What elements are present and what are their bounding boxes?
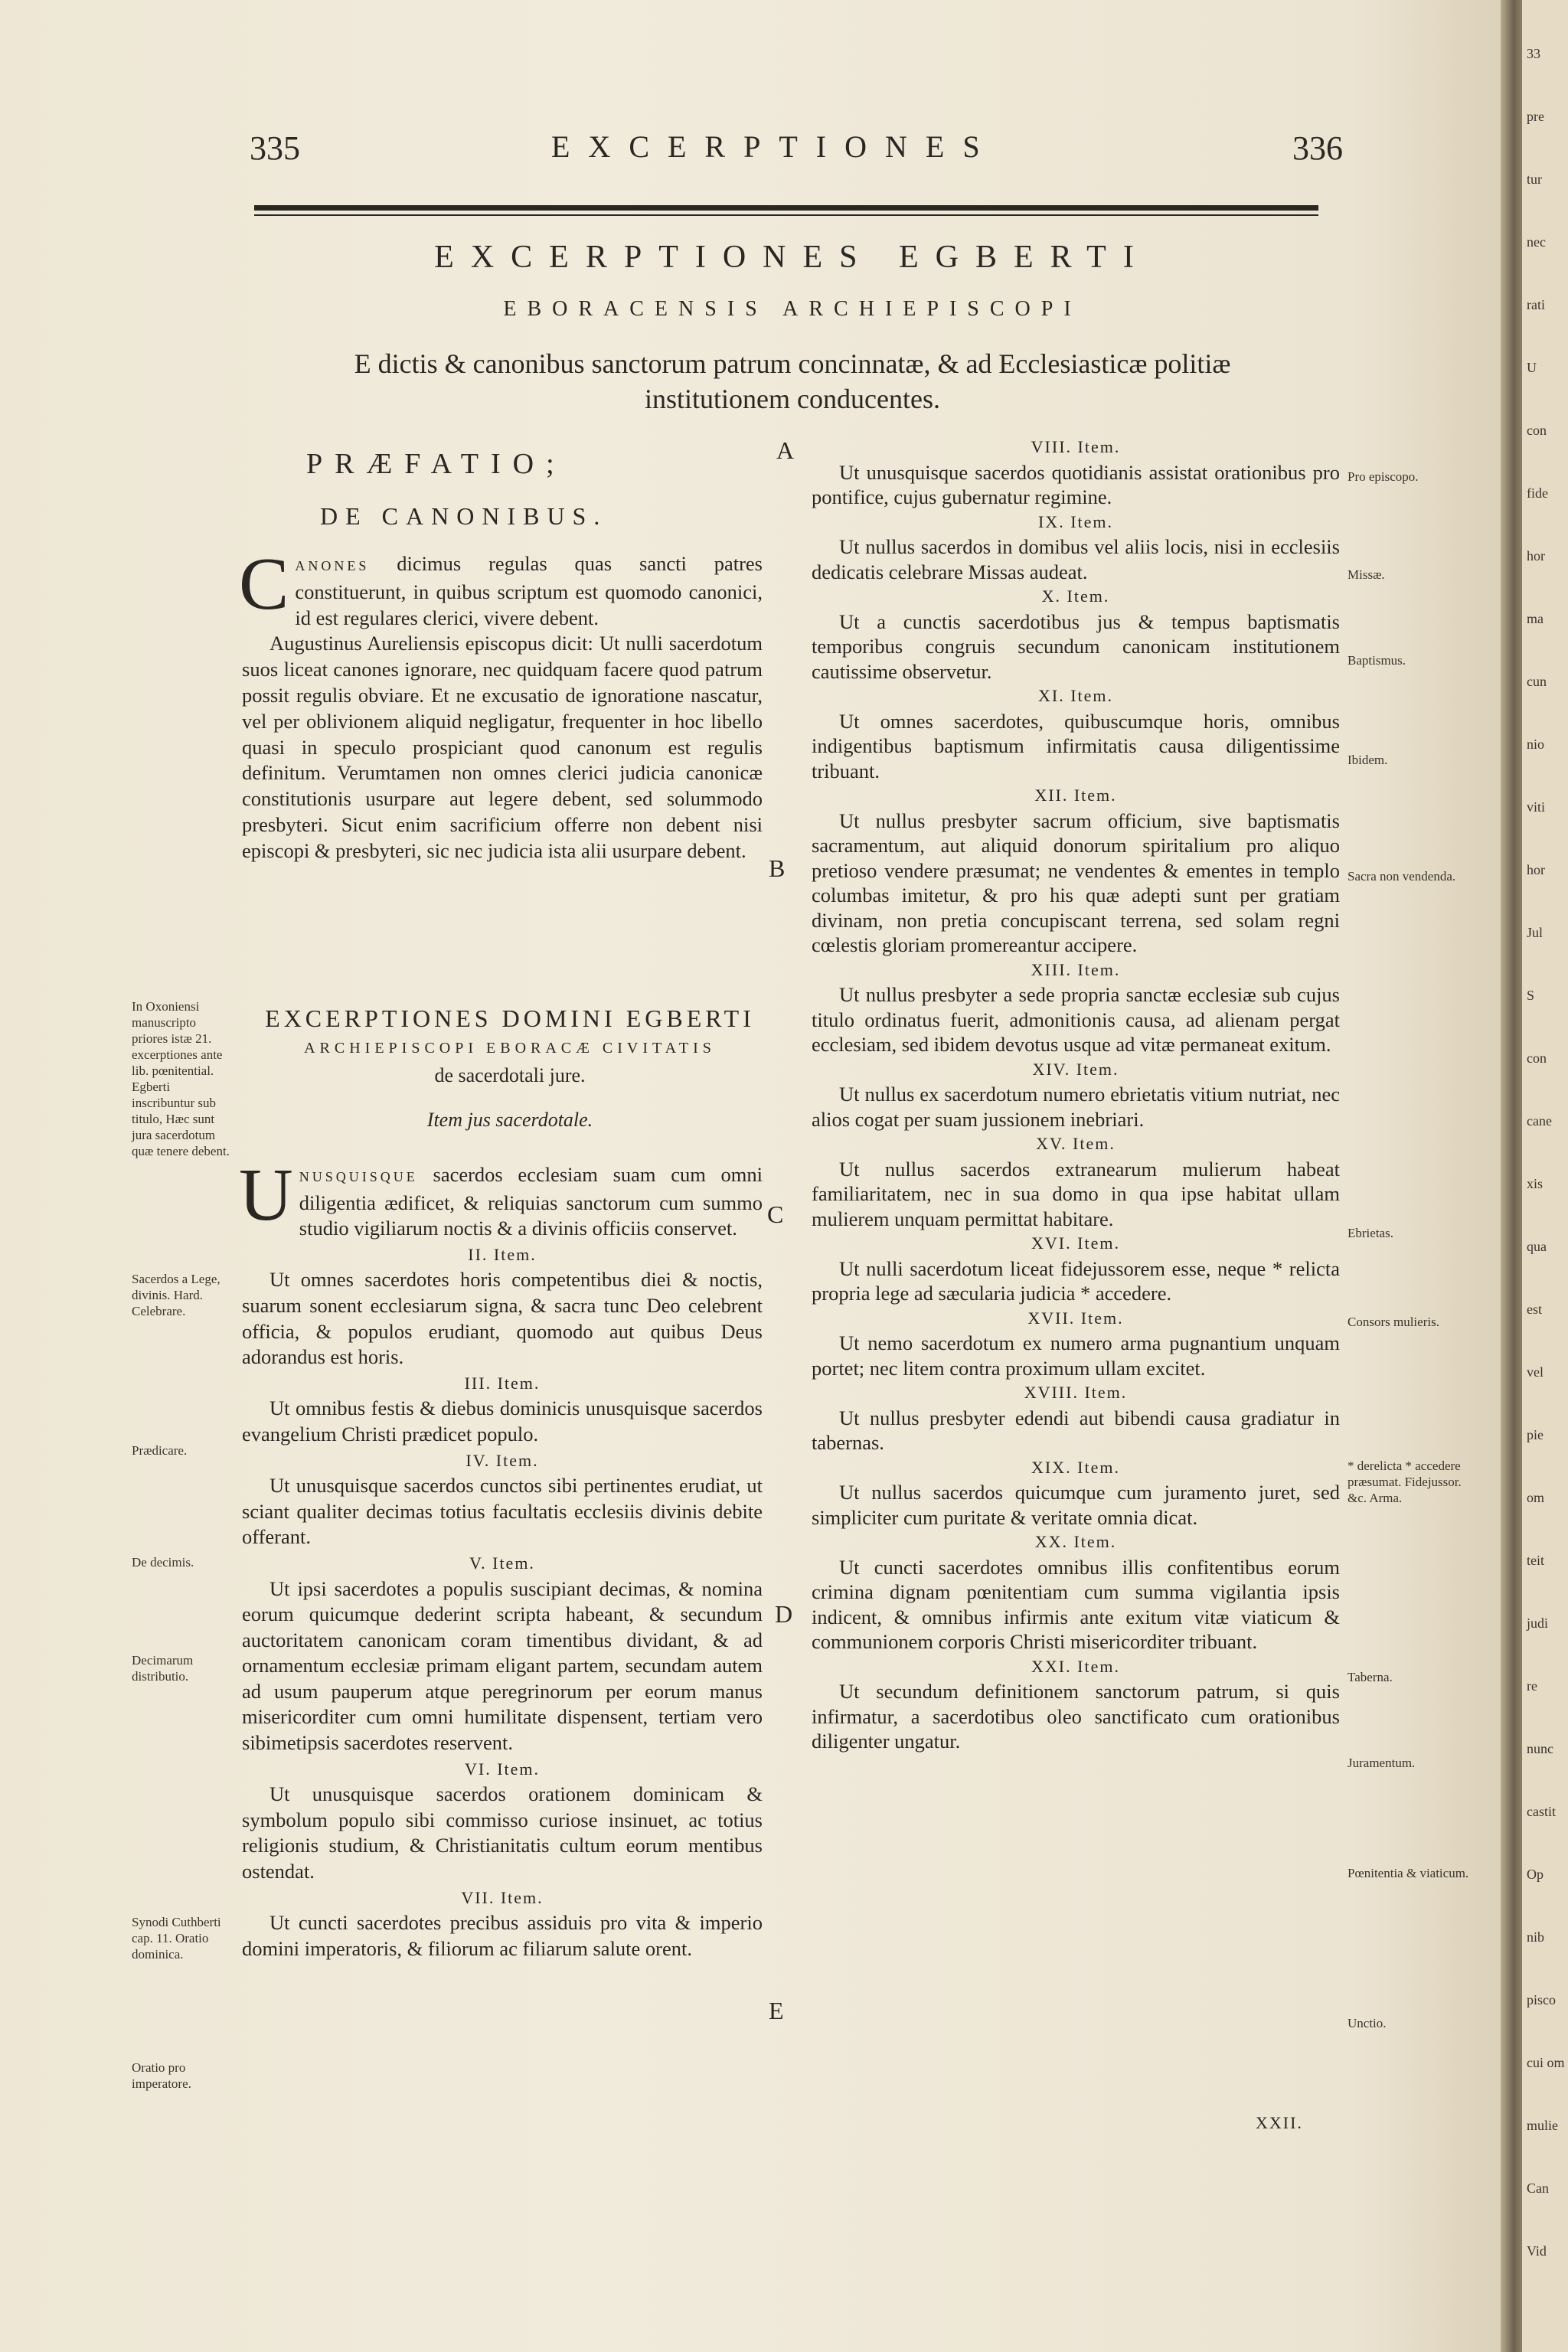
item-text: Ut omnes sacerdotes horis competentibus diei & noctis, suarum sonent ecclesiarum signa, & sacra tunc Deo celebrent officia, & populos erudiant, quomodo aut quibus Deus adorandus est horis.: [242, 1268, 763, 1369]
facing-page-fragment: est: [1527, 1302, 1542, 1317]
margin-letter-c: C: [767, 1200, 784, 1228]
item-text: Ut unusquisque sacerdos orationem dominicam & symbolum populo sibi commisso curiose insinuet, ac totius religionis studium, & Christianitatis cultum eorum mentibus ostendat.: [242, 1782, 763, 1883]
item-text: Ut unusquisque sacerdos quotidianis assistat orationibus pro pontifice, cujus gubernatur regimine.: [812, 460, 1340, 508]
facing-page-fragment: mulie: [1527, 2118, 1558, 2133]
margin-letter-d: D: [775, 1600, 793, 1628]
main-title: EXCERPTIONES EGBERTI: [434, 240, 1151, 275]
item-text: Ut omnes sacerdotes, quibuscumque horis, omnibus indigentibus baptismum infirmitatis causa diligentissime tribuant.: [812, 709, 1340, 782]
item-text: Ut nullus presbyter a sede propria sanctæ ecclesiæ sub cujus titulo ordinatus fuerit, admonitionis causa, ad alienam pergat ecclesiam, sed ibidem devotus usque ad vitæ permaneat exitum.: [812, 983, 1340, 1056]
item-heading: II. Item.: [468, 1244, 537, 1264]
items-left-block: [239, 1154, 763, 1962]
margin-note-unctio: Unctio.: [1348, 2016, 1387, 2030]
facing-page-fragment: pisco: [1527, 1992, 1556, 2007]
margin-note-derelicta: * derelicta * accedere præsumat. Fidejussor. &c. Arma.: [1348, 1459, 1462, 1505]
margin-note-decimarum: Decimarum distributio.: [132, 1653, 194, 1684]
page-number-right: 336: [1292, 129, 1343, 167]
facing-page-fragment: om: [1527, 1490, 1545, 1505]
facing-page-fragment: teit: [1527, 1553, 1544, 1568]
margin-letter-a: A: [776, 436, 795, 464]
item-heading: XII. Item.: [1034, 786, 1117, 805]
running-title: EXCERPTIONES: [551, 129, 998, 164]
margin-note-synodi: Synodi Cuthberti cap. 11. Oratio dominica.: [132, 1915, 221, 1962]
facing-page-fragment: con: [1527, 423, 1547, 438]
item-heading: XI. Item.: [1037, 686, 1114, 705]
facing-page-fragment: nio: [1527, 737, 1545, 752]
facing-page-fragment: hor: [1527, 548, 1545, 564]
item-heading: XIX. Item.: [1031, 1457, 1120, 1477]
item-heading: XV. Item.: [1036, 1134, 1116, 1153]
item-text: Ut nullus sacerdos quicumque cum juramento juret, sed simpliciter cum puritate & veritate omnia dicat.: [812, 1481, 1340, 1529]
item-heading: IX. Item.: [1037, 511, 1114, 531]
facing-page-fragment: pre: [1527, 109, 1544, 124]
margin-note-poenitentia: Pœnitentia & viaticum.: [1348, 1866, 1469, 1880]
margin-note-missae: Missæ.: [1348, 567, 1385, 582]
facing-page-fragment: hor: [1527, 862, 1545, 877]
margin-note-decimis: De decimis.: [132, 1555, 194, 1570]
praefatio-block: [239, 543, 763, 864]
item-heading: VIII. Item.: [1031, 437, 1121, 456]
facing-page-edge: [1522, 0, 1568, 2352]
facing-page-fragment: castit: [1527, 1804, 1556, 1819]
item-heading: XX. Item.: [1034, 1532, 1117, 1551]
margin-note-sacra: Sacra non vendenda.: [1348, 869, 1456, 884]
item-text: Ut nulli sacerdotum liceat fidejussorem esse, neque * relicta propria lege ad sæcularia judicia * accedere.: [812, 1256, 1340, 1305]
item-heading: XXI. Item.: [1031, 1656, 1120, 1676]
margin-note-baptismus: Baptismus.: [1348, 653, 1406, 668]
lead-word: NUSQUISQUE: [299, 1169, 418, 1184]
item-text: Ut unusquisque sacerdos cunctos sibi pertinentes erudiat, ut sciant qualiter decimas totius facultatis ecclesiis divinis debite offerant.: [242, 1474, 763, 1549]
praefatio-heading: PRÆFATIO;: [306, 448, 567, 480]
margin-letter-b: B: [769, 854, 786, 882]
item-heading: IV. Item.: [466, 1450, 539, 1470]
item-text: Ut secundum definitionem sanctorum patrum, si quis infirmatur, a sacerdotibus oleo sanctificato cum orationibus diligenter ungatur.: [812, 1680, 1340, 1753]
facing-page-fragment: cun: [1527, 674, 1547, 689]
margin-note-juramentum: Juramentum.: [1348, 1756, 1416, 1770]
praefatio-text: dicimus regulas quas sancti patres constituerunt, in quibus scriptum est quomodo canonici, id est regulares clerici, vivere debent.: [295, 552, 763, 629]
facing-page-fragment: re: [1527, 1678, 1537, 1694]
facing-page-fragment: viti: [1527, 799, 1546, 815]
item-heading: XVII. Item.: [1027, 1308, 1124, 1328]
title-description: E dictis & canonibus sanctorum patrum concinnatæ, & ad Ecclesiasticæ politiæ institutionem conducentes.: [354, 348, 1231, 414]
item-text: Ut nullus sacerdos in domibus vel aliis locis, nisi in ecclesiis dedicatis celebrare Missas audeat.: [812, 535, 1340, 583]
item-text: Ut nullus sacerdos extranearum mulierum habeat familiaritatem, nec in sua domo in qua ipse habitat ullam mulierem unquam permittat habitare.: [812, 1157, 1340, 1230]
item-jus-heading: Item jus sacerdotale.: [426, 1109, 593, 1131]
de-sacerdotali-heading: de sacerdotali jure.: [434, 1064, 586, 1086]
facing-page-fragment: Vid: [1527, 2243, 1547, 2259]
margin-note-ebrietas: Ebrietas.: [1348, 1226, 1393, 1240]
facing-page-fragment: S: [1527, 988, 1535, 1003]
margin-note-sacerdos: Sacerdos a Lege, divinis. Hard. Celebrare.: [132, 1272, 220, 1318]
item-heading: X. Item.: [1041, 586, 1110, 606]
archiepiscopi-heading: ARCHIEPISCOPI EBORACÆ CIVITATIS: [304, 1040, 716, 1057]
facing-page-fragment: cui om: [1527, 2055, 1565, 2070]
header-rule-thick: [254, 205, 1318, 211]
book-gutter: [1501, 0, 1522, 2352]
facing-page-fragment: 33: [1527, 46, 1540, 61]
item-heading: XIV. Item.: [1032, 1059, 1119, 1079]
facing-page-fragment: nunc: [1527, 1741, 1553, 1756]
item-heading: XVIII. Item.: [1024, 1383, 1128, 1402]
subtitle: EBORACENSIS ARCHIEPISCOPI: [503, 297, 1082, 321]
item-heading: III. Item.: [464, 1373, 541, 1393]
facing-page-fragment: qua: [1527, 1239, 1547, 1254]
facing-page-fragment: tur: [1527, 172, 1542, 187]
catchword: XXII.: [1256, 2113, 1303, 2132]
facing-page-fragment: ma: [1527, 611, 1544, 626]
margin-note-pro-episcopo: Pro episcopo.: [1348, 469, 1419, 484]
facing-page-fragment: vel: [1527, 1364, 1544, 1380]
drop-cap: U: [239, 1154, 293, 1236]
margin-note-consors: Consors mulieris.: [1348, 1315, 1439, 1329]
facing-page-fragment: cane: [1527, 1113, 1552, 1129]
facing-page-fragment: U: [1527, 360, 1537, 375]
items-right-block: [812, 435, 1340, 1754]
item-heading: V. Item.: [469, 1553, 535, 1573]
header-rule-thin: [254, 214, 1318, 216]
margin-note-praedicare: Prædicare.: [132, 1443, 188, 1458]
margin-note-oxoniensi: In Oxoniensi manuscripto priores istæ 21. excerptiones ante lib. pœnitential. Egberti inscribuntur sub titulo, Hæc sunt jura sacerdotum quæ tenere debent.: [132, 999, 230, 1158]
facing-page-fragment: nec: [1527, 234, 1546, 250]
facing-page-fragment: xis: [1527, 1176, 1544, 1191]
item-text: sacerdos ecclesiam suam cum omni diligentia ædificet, & reliquias sanctorum cum summo studio vigiliarum noctis & a divinis officiis conservet.: [299, 1163, 763, 1240]
item-heading: VI. Item.: [464, 1759, 541, 1779]
augustinus-paragraph: Augustinus Aureliensis episcopus dicit: Ut nulli sacerdotum suos liceat canones ignorare, nec quidquam facere quod patrum possit regulis obviare. Et ne excusatio de ignoratione nascatur, vel per oblivionem aliquid negligatur, frequenter in hoc libello quasi in speculo prospiciant quod canonum est regulis definitum. Verumtamen non omnes clerici judicia canonicæ constitutionis usurpare aut legere debent, sed solummodo presbyteri. Sicut enim sacrificium offerre non debent nisi episcopi & presbyteri, sic nec judicia ista alii usurpare debent.: [242, 632, 763, 862]
margin-note-oratio: Oratio pro imperatore.: [132, 2060, 191, 2091]
item-text: Ut nullus ex sacerdotum numero ebrietatis vitium nutriat, nec alios cogat per suam jussionem inebriari.: [812, 1083, 1340, 1131]
facing-page-fragment: fide: [1527, 485, 1548, 501]
facing-page-fragment: con: [1527, 1050, 1547, 1066]
margin-letter-e: E: [769, 1997, 784, 2024]
facing-page-fragment: Can: [1527, 2180, 1549, 2196]
facing-page-fragment: pie: [1527, 1427, 1544, 1442]
drop-cap: C: [239, 543, 289, 626]
facing-page-fragment: Jul: [1527, 925, 1544, 940]
item-text: Ut nemo sacerdotum ex numero arma pugnantium unquam portet; nec litem contra proximum ullam excitet.: [812, 1331, 1340, 1380]
item-heading: XIII. Item.: [1031, 959, 1121, 979]
page-number-left: 335: [250, 129, 300, 167]
item-text: Ut nullus presbyter edendi aut bibendi causa gradiatur in tabernas.: [812, 1406, 1340, 1454]
item-text: Ut cuncti sacerdotes omnibus illis confitentibus eorum crimina dignam pœnitentiam cum summa vigilantia ipsis indicent, & omnibus infirmis ante exitum vitæ viaticum & communionem corporis Christi misericorditer tribuant.: [812, 1555, 1340, 1653]
item-text: Ut nullus presbyter sacrum officium, sive baptismatis sacramentum, aut aliquid donorum spiritalium pro aliquo pretioso vendere præsumat; ne vendentes & ementes in templo columbas imitetur, & pro his quæ adepti sunt per gratiam divinam, non pretia concupiscant terrena, sed solam regni cœlestis gloriam promereantur accipere.: [812, 808, 1340, 956]
item-heading: VII. Item.: [461, 1887, 544, 1907]
facing-page-fragment: rati: [1527, 297, 1545, 312]
item-text: Ut cuncti sacerdotes precibus assiduis pro vita & imperio domini imperatoris, & filiorum ac filiarum salute orent.: [242, 1911, 763, 1960]
canonibus-heading: DE CANONIBUS.: [320, 502, 608, 530]
item-text: Ut omnibus festis & diebus dominicis unusquisque sacerdos evangelium Christi prædicet populo.: [242, 1396, 763, 1446]
margin-note-taberna: Taberna.: [1348, 1670, 1393, 1684]
item-text: Ut ipsi sacerdotes a populis suscipiant decimas, & nomina eorum quicumque dederint scripta habeant, & secundum auctoritatem canonicam coram timentibus dividant, & ad ornamentum ecclesiæ primam eligant partem, secundam autem ad usum pauperum atque peregrinorum per eorum manus misericorditer cum omni humilitate dispensent, tertiam vero sibimetipsis sacerdotes reservent.: [242, 1576, 763, 1755]
facing-page-fragment: nib: [1527, 1929, 1545, 1945]
item-text: Ut a cunctis sacerdotibus jus & tempus baptismatis temporibus congruis secundum canonicam institutionem cautissime observetur.: [812, 609, 1340, 683]
facing-page-fragment: judi: [1527, 1615, 1549, 1631]
facing-page-fragment: Op: [1527, 1867, 1544, 1882]
margin-note-ibidem: Ibidem.: [1348, 753, 1388, 767]
item-heading: XVI. Item.: [1031, 1233, 1120, 1253]
excerptiones-heading: EXCERPTIONES DOMINI EGBERTI: [265, 1004, 755, 1032]
lead-word: ANONES: [295, 558, 370, 573]
